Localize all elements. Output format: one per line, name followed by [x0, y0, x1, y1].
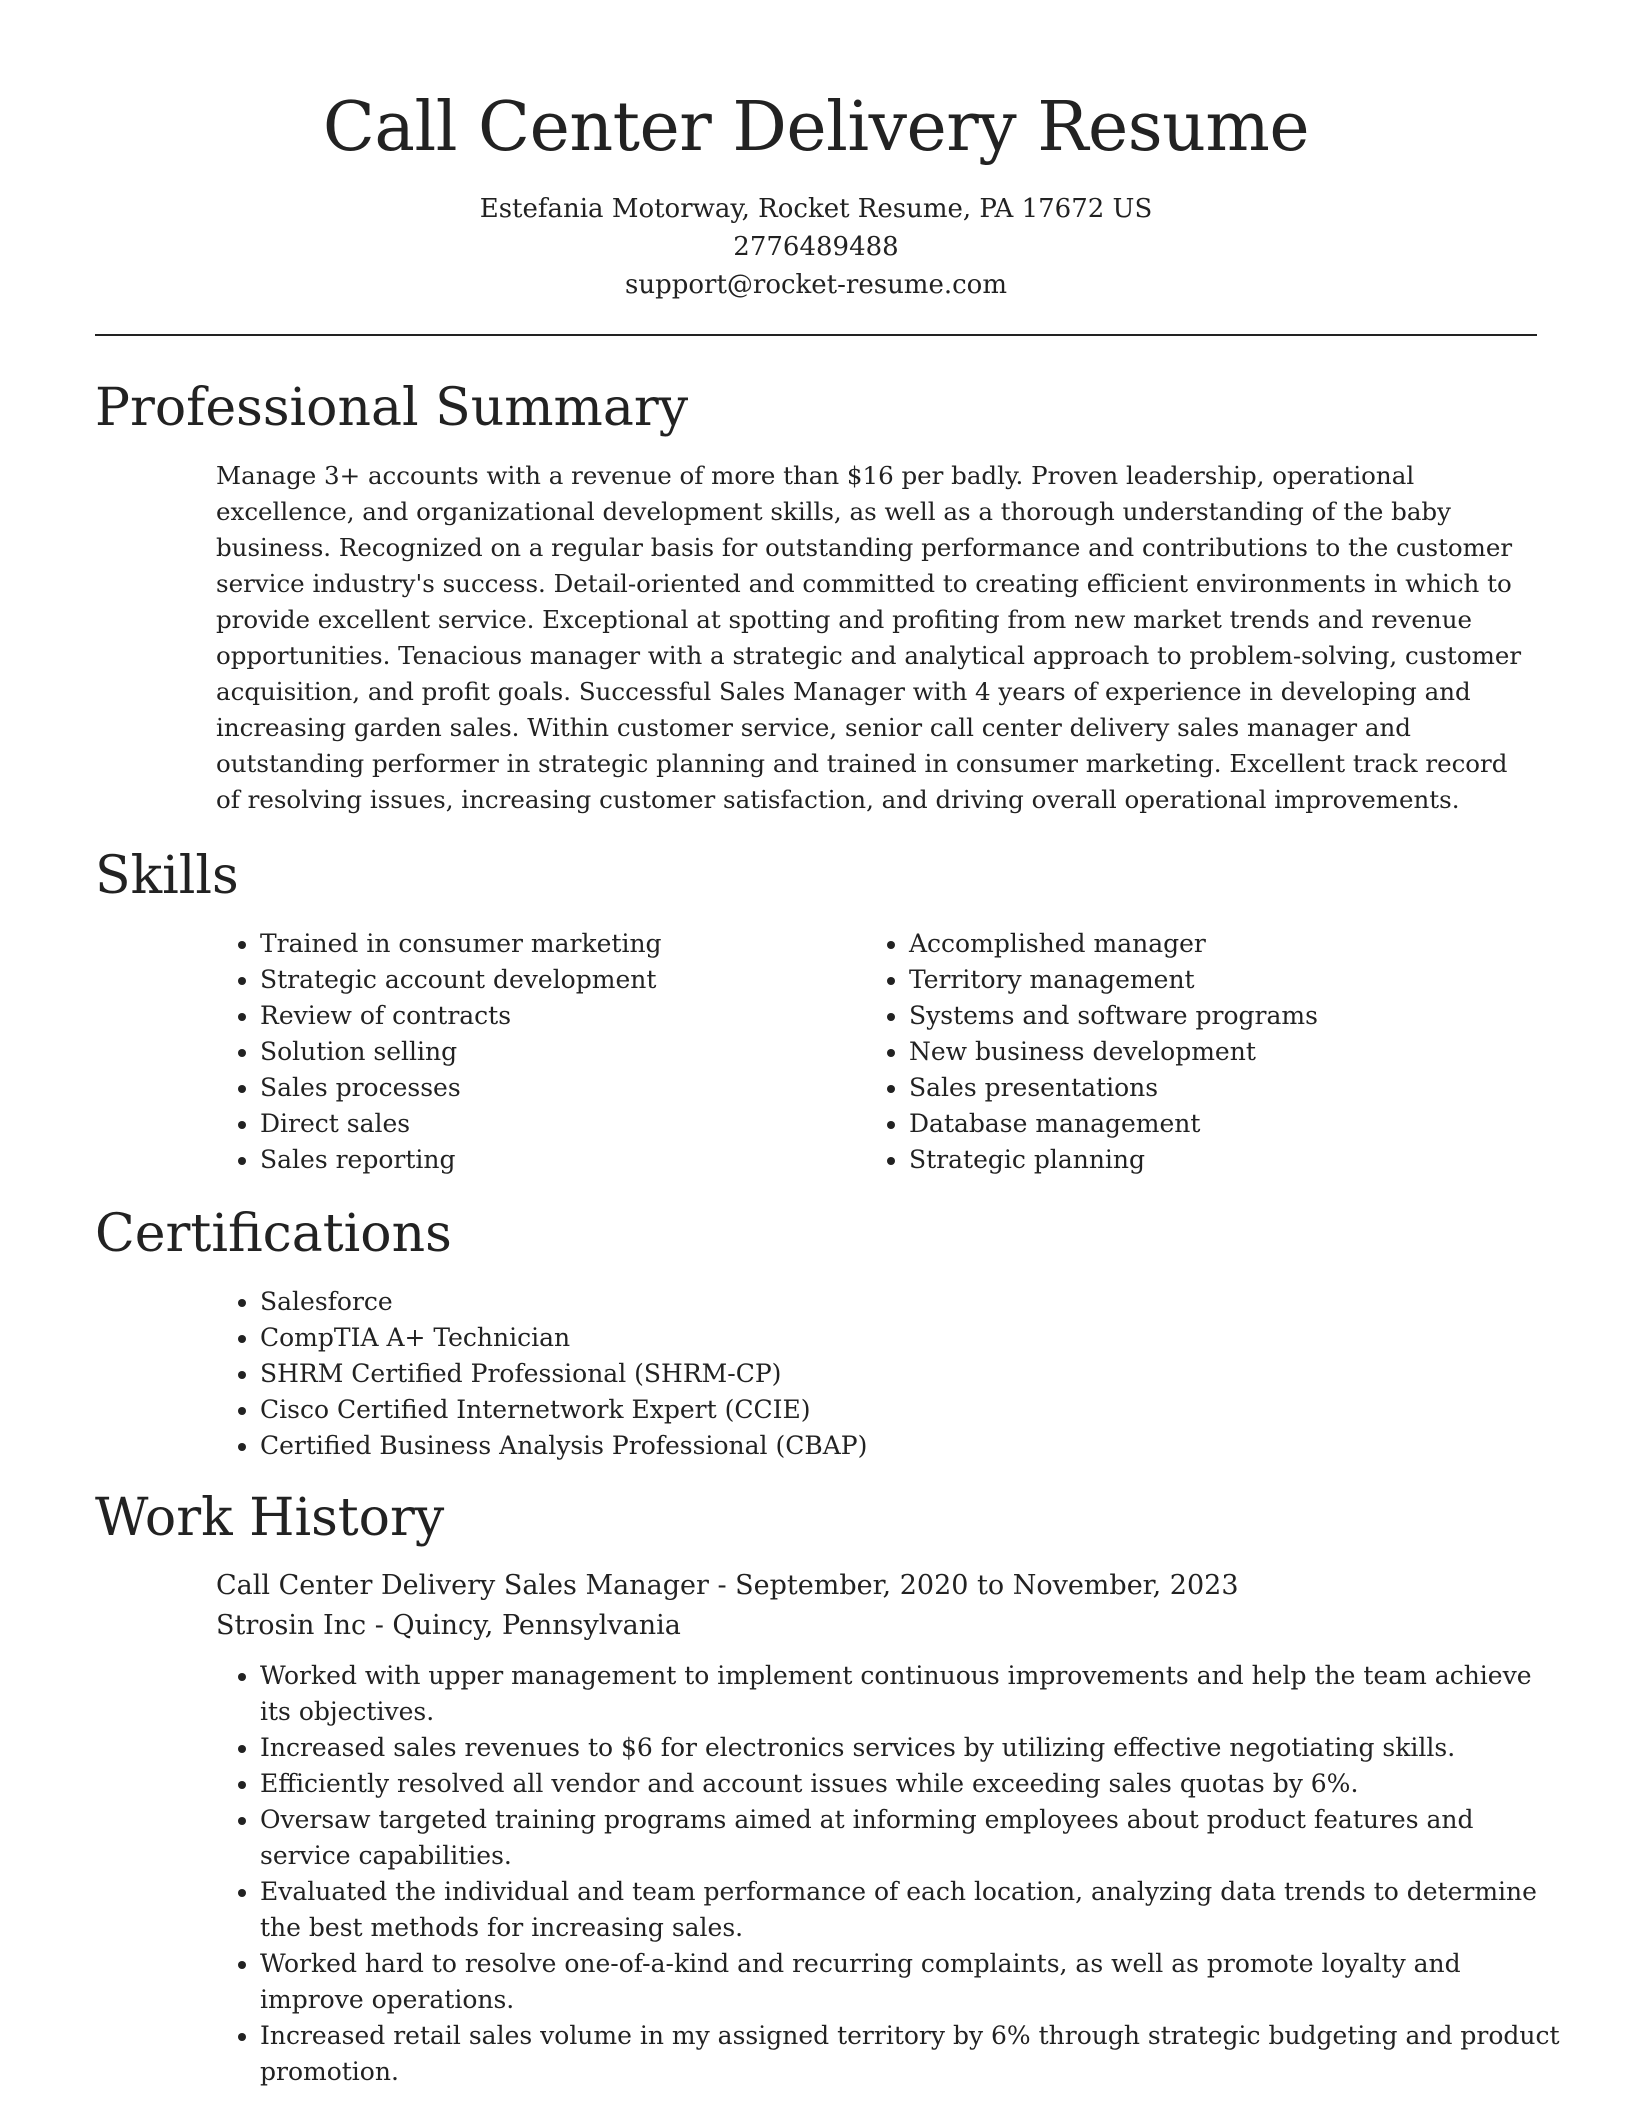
- contact-address: Estefania Motorway, Rocket Resume, PA 17672 US: [479, 194, 1153, 224]
- duty-item: • Worked hard to resolve one-of-a-kind and recurring complaints, as well as promote loyalty and improve operations.: [260, 1946, 1560, 2018]
- duty-item: • Evaluated the individual and team performance of each location, analyzing data trends to determine the best methods for increasing sales.: [260, 1874, 1560, 1946]
- skill-item: • Strategic account development: [260, 962, 865, 998]
- skill-item: • Strategic planning: [909, 1142, 1514, 1178]
- skill-item: • Trained in consumer marketing: [260, 926, 865, 962]
- skill-item: • Database management: [909, 1106, 1514, 1142]
- certifications-list: [216, 1284, 1537, 1464]
- duty-item: • Increased sales revenues to $6 for electronics services by utilizing effective negotiating skills.: [260, 1730, 1560, 1766]
- duty-item: • Oversaw targeted training programs aimed at informing employees about product features and service capabilities.: [260, 1802, 1560, 1874]
- duty-item: • Increased retail sales volume in my assigned territory by 6% through strategic budgeting and product promotion.: [260, 2018, 1560, 2090]
- skill-item: • Systems and software programs: [909, 998, 1514, 1034]
- resume-title: Call Center Delivery Resume: [322, 88, 1310, 167]
- job-company-line: Strosin Inc - Quincy, Pennsylvania: [216, 1610, 681, 1641]
- skill-item: • Sales presentations: [909, 1070, 1514, 1106]
- header-divider: [95, 334, 1537, 336]
- skill-item: • Solution selling: [260, 1034, 865, 1070]
- work-history-heading: Work History: [95, 1488, 445, 1548]
- skills-list: [216, 926, 1537, 1178]
- contact-block: [95, 190, 1537, 304]
- resume-page: [95, 0, 1560, 2090]
- skills-heading: Skills: [95, 846, 239, 906]
- job-title-line: Call Center Delivery Sales Manager - September, 2020 to November, 2023: [216, 1570, 1239, 1601]
- certification-item: • Salesforce: [260, 1284, 1537, 1320]
- contact-email: support@rocket-resume.com: [624, 270, 1007, 300]
- skill-item: • Review of contracts: [260, 998, 865, 1034]
- certifications-heading: Certifications: [95, 1204, 452, 1264]
- skill-item: • Sales reporting: [260, 1142, 865, 1178]
- certification-item: • Cisco Certified Internetwork Expert (CCIE): [260, 1392, 1537, 1428]
- certification-item: • Certified Business Analysis Professional (CBAP): [260, 1428, 1537, 1464]
- certification-item: • SHRM Certified Professional (SHRM-CP): [260, 1356, 1537, 1392]
- skill-item: • Accomplished manager: [909, 926, 1514, 962]
- skill-item: • New business development: [909, 1034, 1514, 1070]
- job-header: [216, 1566, 1537, 1646]
- summary-heading: Professional Summary: [95, 378, 689, 438]
- skills-column-right: [865, 926, 1514, 1178]
- skill-item: • Direct sales: [260, 1106, 865, 1142]
- duty-item: • Worked with upper management to implement continuous improvements and help the team achieve its objectives.: [260, 1658, 1560, 1730]
- skills-column-left: [216, 926, 865, 1178]
- skill-item: • Sales processes: [260, 1070, 865, 1106]
- summary-text: Manage 3+ accounts with a revenue of more than $16 per badly. Proven leadership, operational excellence, and organizational development skills, as well as a thorough understanding of the baby business. Recognized on a regular basis for outstanding performance and contributions to the customer service industry's success. Detail-oriented and committed to creating efficient environments in which to provide excellent service. Exceptional at spotting and profiting from new market trends and revenue opportunities. Tenacious manager with a strategic and analytical approach to problem-solving, customer acquisition, and profit goals. Successful Sales Manager with 4 years of experience in developing and increasing garden sales. Within customer service, senior call center delivery sales manager and outstanding performer in strategic planning and trained in consumer marketing. Excellent track record of resolving issues, increasing customer satisfaction, and driving overall operational improvements.: [216, 461, 1522, 814]
- skill-item: • Territory management: [909, 962, 1514, 998]
- certification-item: • CompTIA A+ Technician: [260, 1320, 1537, 1356]
- contact-phone: 2776489488: [733, 232, 899, 262]
- job-duties-list: [216, 1658, 1560, 2090]
- duty-item: • Efficiently resolved all vendor and account issues while exceeding sales quotas by 6%.: [260, 1766, 1560, 1802]
